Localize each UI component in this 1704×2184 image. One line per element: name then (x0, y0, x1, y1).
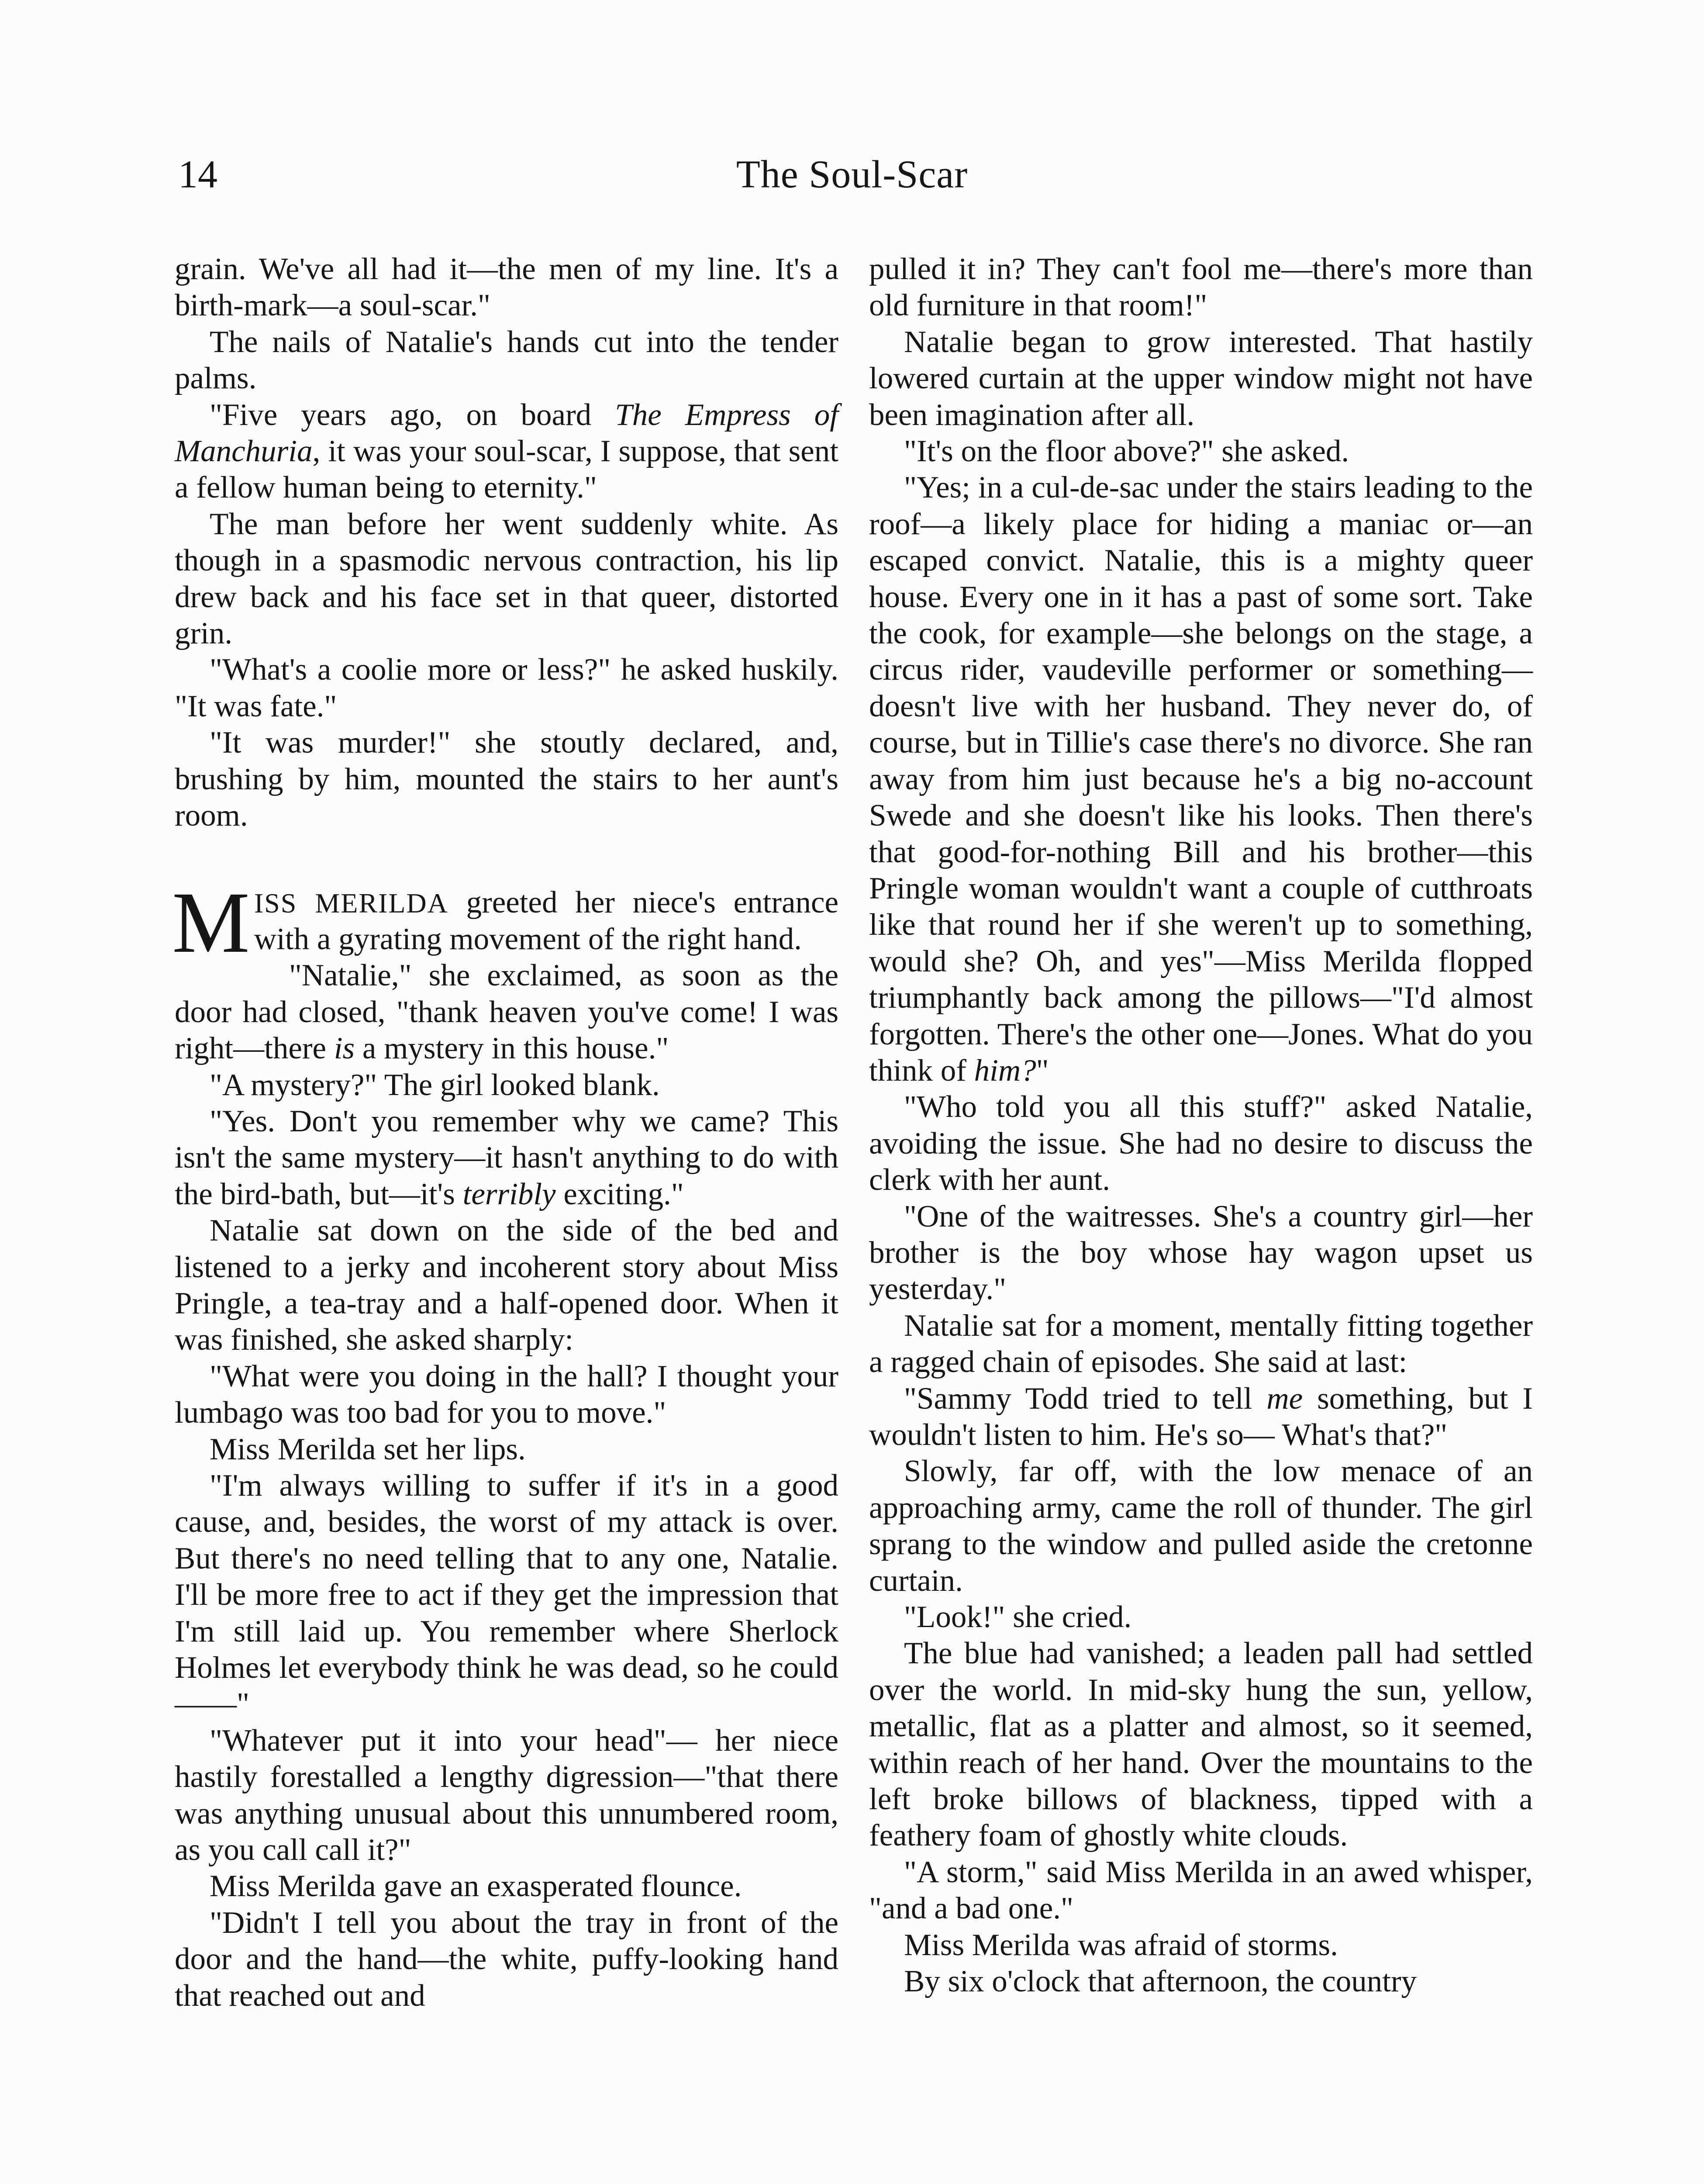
paragraph: The nails of Natalie's hands cut into the tender palms. (175, 325, 838, 396)
paragraph: Natalie began to grow interested. That hastily lowered curtain at the upper window might not have been imagination after all. (869, 325, 1533, 432)
paragraph: Natalie sat down on the side of the bed and listened to a jerky and incoherent story about Miss Pringle, a tea-tray and a half-opened door. When it was finished, she asked sharply: (175, 1213, 838, 1357)
text-run: a mystery in this house." (355, 1031, 669, 1066)
paragraph: "What's a coolie more or less?" he asked huskily. "It was fate." (175, 653, 838, 723)
text-run: exciting." (555, 1177, 684, 1211)
paragraph (869, 1381, 1533, 1454)
text-run: " (1036, 1053, 1049, 1088)
paragraph (175, 957, 838, 1067)
paragraph: "Whatever put it into your head"— her niece hastily forestalled a lengthy digression—"that there was anything unusual about this unnumbered room, as you call call it?" (175, 1723, 838, 1867)
paragraph: grain. We've all had it—the men of my line. It's a birth-mark—a soul-scar." (175, 252, 838, 323)
paragraph: Miss Merilda gave an exasperated flounce. (210, 1869, 742, 1904)
paragraph: "It's on the floor above?" she asked. (904, 434, 1349, 469)
text-run: "Yes. Don't you remember why we came? This isn't the same mystery—it hasn't anything to do with the bird-bath, but—it's (175, 1104, 838, 1211)
paragraph: By six o'clock that afternoon, the country (904, 1964, 1417, 1999)
paragraph: "Look!" she cried. (904, 1600, 1132, 1635)
paragraph: "Who told you all this stuff?" asked Natalie, avoiding the issue. She had no desire to discuss the clerk with her aunt. (869, 1090, 1533, 1197)
paragraph: "A mystery?" The girl looked blank. (210, 1068, 660, 1102)
page-number: 14 (178, 153, 217, 196)
paragraph: Miss Merilda set her lips. (210, 1432, 526, 1466)
paragraph: "One of the waitresses. She's a country girl—her brother is the boy whose hay wagon upset us yesterday." (869, 1199, 1533, 1306)
right-column (869, 251, 1533, 2000)
section-opening-paragraph (172, 874, 839, 971)
text-run: "Sammy Todd tried to tell (904, 1381, 1267, 1416)
emphasis: him? (974, 1053, 1036, 1088)
paragraph: The man before her went suddenly white. As though in a spasmodic nervous contraction, his lip drew back and his face set in that queer, distorted grin. (175, 507, 838, 651)
paragraph: Miss Merilda was afraid of storms. (904, 1928, 1338, 1962)
paragraph: The blue had vanished; a leaden pall had settled over the world. In mid-sky hung the sun, yellow, metallic, flat as a platter and almost, so it seemed, within reach of her hand. Over the mountains to the left broke billows of blackness, tipped with a feathery foam of ghostly white clouds. (869, 1636, 1533, 1853)
paragraph: pulled it in? They can't fool me—there's more than old furniture in that room!" (869, 252, 1533, 323)
text-run: greeted her niece's entrance with a gyrating movement of the right hand. (254, 885, 839, 956)
emphasis: is (334, 1031, 355, 1066)
paragraph (175, 1103, 838, 1213)
small-caps-text: ISS MERILDA (254, 887, 448, 919)
paragraph: "I'm always willing to suffer if it's in a good cause, and, besides, the worst of my attack is over. But there's no need telling that to any one, Natalie. I'll be more free to act if they get the impression that I'm still laid up. You remember where Sherlock Holmes let everybody think he was dead, so he could——" (175, 1469, 838, 1721)
running-title: The Soul-Scar (736, 153, 968, 196)
ship-name: The Empress of Manchuria (175, 397, 838, 469)
emphasis: me (1266, 1381, 1303, 1416)
drop-cap: M (172, 874, 250, 971)
paragraph (175, 397, 838, 506)
paragraph: "Didn't I tell you about the tray in front of the door and the hand—the white, puffy-looking hand that reached out and (175, 1905, 838, 2013)
left-column (172, 251, 839, 2014)
paragraph: "It was murder!" she stoutly declared, and, brushing by him, mounted the stairs to her aunt's room. (175, 726, 838, 833)
paragraph: "What were you doing in the hall? I thought your lumbago was too bad for you to move." (175, 1359, 838, 1430)
text-run: "Five years ago, on board (210, 397, 615, 432)
paragraph (869, 470, 1533, 1089)
paragraph: Slowly, far off, with the low menace of an approaching army, came the roll of thunder. The girl sprang to the window and pulled aside the cretonne curtain. (869, 1454, 1533, 1598)
paragraph: "A storm," said Miss Merilda in an awed whisper, "and a bad one." (869, 1855, 1533, 1926)
paragraph: Natalie sat for a moment, mentally fitting together a ragged chain of episodes. She said at last: (869, 1308, 1533, 1379)
text-run: "Natalie," she exclaimed, as soon as the door had closed, "thank heaven you've come! I was right—there (175, 958, 838, 1066)
emphasis: terribly (462, 1177, 556, 1211)
text-run: , it was your soul-scar, I suppose, that sent a fellow human being to eternity." (175, 434, 838, 505)
text-run: "Yes; in a cul-de-sac under the stairs leading to the roof—a likely place for hiding a maniac or—an escaped convict. Natalie, this is a mighty queer house. Every one in it has a past of some sort. Take the cook, for example—she belongs on the stage, a circus rider, vaudeville performer or something—doesn't live with her husband. They never do, of course, but in Tillie's case there's no divorce. She ran away from him just because he's a big no-account Swede and she doesn't like his looks. Then there's that good-for-nothing Bill and his brother—this Pringle woman wouldn't want a couple of cutthroats like that round her if she weren't up to something, would she? Oh, and yes"—Miss Merilda flopped triumphantly back among the pillows—"I'd almost forgotten. There's the other one—Jones. What do you think of (869, 470, 1533, 1088)
text-run: something, but I wouldn't listen to him. He's so— What's that?" (869, 1381, 1533, 1452)
